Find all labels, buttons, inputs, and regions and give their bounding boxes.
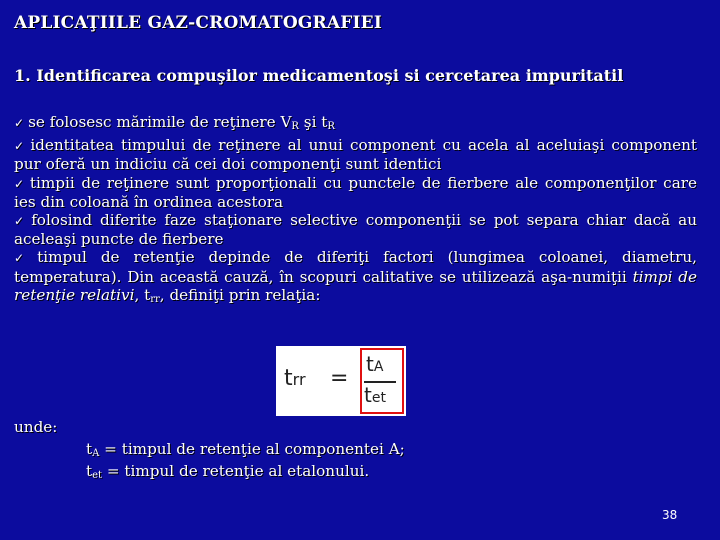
unde-label: unde:	[14, 418, 58, 436]
bullet-item: ✓ timpul de retenţie depinde de diferiţi factori (lungimea coloanei, diametru, temperatura). Din această cauză, în scopuri calitative se utilizează aşa-numiţii timpi de retenţie relativi, $t_{rr}$, definiţi prin relaţia:	[14, 248, 697, 305]
formula-image	[276, 346, 406, 416]
bullet-list	[14, 113, 697, 309]
formula-numerator: tA	[366, 352, 384, 376]
check-icon: ✓	[14, 139, 27, 154]
check-icon: ✓	[14, 116, 25, 130]
check-icon: ✓	[14, 176, 26, 191]
formula-denominator: tet	[364, 383, 386, 407]
bullet-item: ✓ folosind diferite faze staţionare selective componenţii se pot separa chiar dacă au aceleaşi puncte de fierbere	[14, 211, 697, 249]
bullet-item: ✓ se folosesc mărimile de reţinere $V_R$ şi $t_R$	[14, 113, 335, 132]
page-number: 38	[662, 508, 678, 522]
formula-lhs: trr	[284, 366, 306, 391]
bullet-item: ✓ identitatea timpului de reţinere al unui component cu acela al aceluiaşi component pur oferă un indiciu că cei doi componenţi sunt identici	[14, 136, 697, 174]
check-icon: ✓	[14, 214, 28, 229]
formula-equals: =	[330, 366, 349, 391]
section-heading: 1. Identificarea compuşilor medicamentoşi si cercetarea impuritatil	[14, 66, 624, 85]
definition-item: $t_{et}$ = timpul de retenţie al etalonului.	[86, 462, 370, 481]
bullet-item: ✓ timpii de reţinere sunt proporţionali cu punctele de fierbere ale componenţilor care ies din coloană în ordinea acestora	[14, 173, 697, 211]
definition-item: $t_A$ = timpul de retenţie al componentei A;	[86, 440, 405, 459]
slide-title: APLICAŢIILE GAZ-CROMATOGRAFIEI	[14, 13, 382, 33]
check-icon: ✓	[14, 251, 34, 266]
